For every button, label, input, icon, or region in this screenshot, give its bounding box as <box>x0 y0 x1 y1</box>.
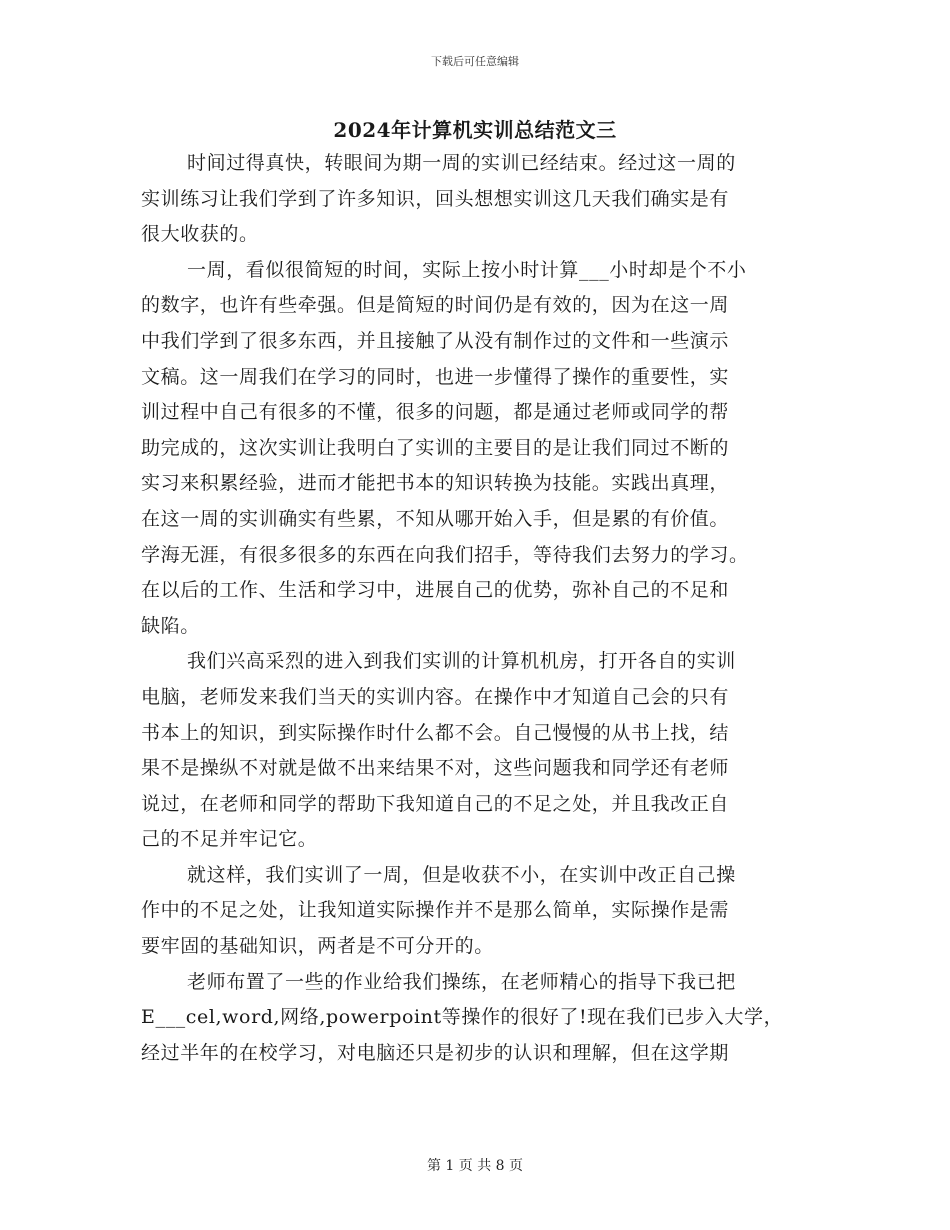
body-text-line: 缺陷。 <box>141 614 200 637</box>
page-footer-number: 第 1 页 共 8 页 <box>426 1158 524 1174</box>
body-text-line: 一周，看似很简短的时间，实际上按小时计算___小时却是个不小 <box>187 258 747 281</box>
body-text-line: 助完成的，这次实训让我明白了实训的主要目的是让我们同过不断的 <box>141 436 730 459</box>
body-text-line: 作中的不足之处，让我知道实际操作并不是那么简单，实际操作是需 <box>141 899 730 922</box>
body-text-line: 书本上的知识，到实际操作时什么都不会。自己慢慢的从书上找，结 <box>141 721 730 744</box>
body-text-line: 实习来积累经验，进而才能把书本的知识转换为技能。实践出真理， <box>141 472 730 495</box>
body-text-line: 经过半年的在校学习，对电脑还只是初步的认识和理解，但在这学期 <box>141 1041 730 1064</box>
body-text-line: 我们兴高采烈的进入到我们实训的计算机机房，打开各自的实训 <box>187 650 736 673</box>
body-text-line: 老师布置了一些的作业给我们操练，在老师精心的指导下我已把 <box>187 970 736 993</box>
body-text-line: 说过，在老师和同学的帮助下我知道自己的不足之处，并且我改正自 <box>141 792 730 815</box>
body-text-line: 电脑，老师发来我们当天的实训内容。在操作中才知道自己会的只有 <box>141 685 730 708</box>
body-text-line: 在以后的工作、生活和学习中，进展自己的优势，弥补自己的不足和 <box>141 579 730 602</box>
body-text-line: 要牢固的基础知识，两者是不可分开的。 <box>141 935 494 958</box>
body-text-line: 果不是操纵不对就是做不出来结果不对，这些问题我和同学还有老师 <box>141 757 730 780</box>
body-text-line: 很大收获的。 <box>141 223 259 246</box>
body-text-line: 学海无涯，有很多很多的东西在向我们招手，等待我们去努力的学习。 <box>141 543 749 566</box>
body-text-line: 的数字，也许有些牵强。但是简短的时间仍是有效的，因为在这一周 <box>141 294 730 317</box>
body-text-line: 实训练习让我们学到了许多知识，回头想想实训这几天我们确实是有 <box>141 187 730 210</box>
body-text-line: 训过程中自己有很多的不懂，很多的问题，都是通过老师或同学的帮 <box>141 401 730 424</box>
body-text-line: 在这一周的实训确实有些累，不知从哪开始入手，但是累的有价值。 <box>141 507 730 530</box>
body-text-line: 时间过得真快，转眼间为期一周的实训已经结束。经过这一周的 <box>187 152 736 174</box>
body-text-line: 中我们学到了很多东西，并且接触了从没有制作过的文件和一些演示 <box>141 329 730 352</box>
body-text-line: E___cel,word,网络,powerpoint等操作的很好了!现在我们已步入大学， <box>141 1006 784 1029</box>
body-text-line: 文稿。这一周我们在学习的同时，也进一步懂得了操作的重要性，实 <box>141 365 730 388</box>
body-text-line: 己的不足并牢记它。 <box>141 828 318 851</box>
page-header-note: 下载后可任意编辑 <box>431 55 519 68</box>
document-body <box>141 146 811 1071</box>
body-text-line: 就这样，我们实训了一周，但是收获不小，在实训中改正自己操 <box>187 863 736 886</box>
document-title: 2024年计算机实训总结范文三 <box>333 118 617 142</box>
